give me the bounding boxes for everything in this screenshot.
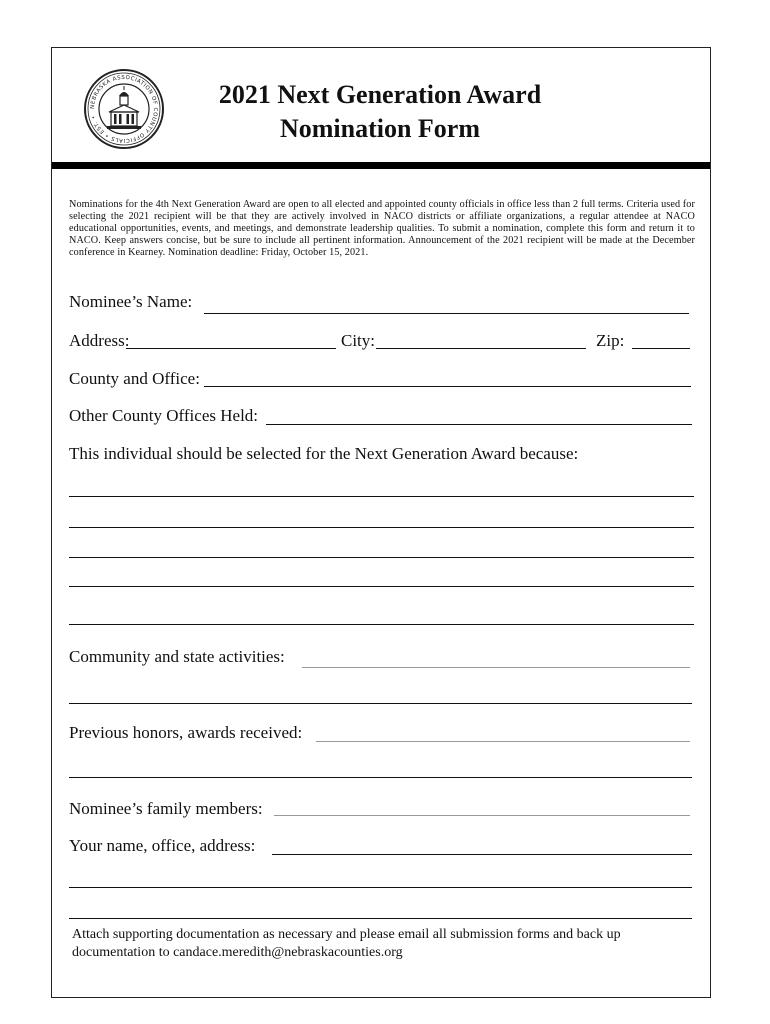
your-info-field[interactable] bbox=[272, 854, 692, 855]
intro-paragraph: Nominations for the 4th Next Generation Award are open to all elected and appointed county officials in office less than 2 full terms. Criteria used for selecting the 2021 recipient will be that they are actively involved in NACO districts or affiliate organizations, a regular attendee at NACO educational opportunities, events, and meetings, and demonstrate leadership qualities. To submit a nomination, complete this form and return it to NACO. Keep answers concise, but be sure to include all pertinent information. Announcement of the 2021 recipient will be made at the December conference in Kearney. Nomination deadline: Friday, October 15, 2021. bbox=[69, 199, 695, 258]
county-office-field[interactable] bbox=[204, 386, 691, 387]
other-offices-field[interactable] bbox=[266, 424, 692, 425]
city-field[interactable] bbox=[376, 348, 586, 349]
family-label: Nominee’s family members: bbox=[69, 799, 263, 818]
nominee-name-field[interactable] bbox=[204, 313, 689, 314]
other-offices-label: Other County Offices Held: bbox=[69, 406, 259, 425]
zip-field[interactable] bbox=[632, 348, 690, 349]
your-info-line-2[interactable] bbox=[69, 887, 692, 888]
address-field[interactable] bbox=[126, 348, 336, 349]
reason-label: This individual should be selected for the Next Generation Award because: bbox=[69, 444, 579, 463]
reason-line-5[interactable] bbox=[69, 624, 694, 625]
nominee-name-label: Nominee’s Name: bbox=[69, 292, 193, 311]
naco-seal-logo bbox=[83, 68, 165, 150]
family-field[interactable] bbox=[274, 815, 690, 816]
community-label: Community and state activities: bbox=[69, 647, 285, 666]
reason-line-2[interactable] bbox=[69, 527, 694, 528]
footer-note bbox=[72, 926, 682, 962]
title-line-1: 2021 Next Generation Award bbox=[218, 80, 542, 109]
community-line-2[interactable] bbox=[69, 703, 692, 704]
honors-field[interactable] bbox=[316, 741, 690, 742]
address-label: Address: bbox=[69, 331, 130, 350]
header-divider bbox=[52, 162, 710, 169]
form-header bbox=[52, 48, 710, 163]
honors-label: Previous honors, awards received: bbox=[69, 723, 303, 742]
community-field[interactable] bbox=[302, 667, 690, 668]
form-title bbox=[180, 78, 580, 146]
footer-line-1: Attach supporting documentation as necessary and please email all submission forms and back up bbox=[72, 927, 621, 942]
reason-line-1[interactable] bbox=[69, 496, 694, 497]
county-office-label: County and Office: bbox=[69, 369, 200, 388]
reason-line-3[interactable] bbox=[69, 557, 694, 558]
form-frame bbox=[51, 47, 711, 998]
city-label: City: bbox=[341, 331, 376, 350]
footer-line-2: documentation to candace.meredith@nebraskacounties.org bbox=[72, 945, 403, 960]
your-info-label: Your name, office, address: bbox=[69, 836, 256, 855]
your-info-line-3[interactable] bbox=[69, 918, 692, 919]
title-line-2: Nomination Form bbox=[279, 114, 481, 143]
reason-line-4[interactable] bbox=[69, 586, 694, 587]
zip-label: Zip: bbox=[596, 331, 625, 350]
svg-text:NEBRASKA ASSOCIATION OF COUNTY: NEBRASKA ASSOCIATION OF COUNTY OFFICIALS • EST. • bbox=[89, 74, 159, 144]
honors-line-2[interactable] bbox=[69, 777, 692, 778]
